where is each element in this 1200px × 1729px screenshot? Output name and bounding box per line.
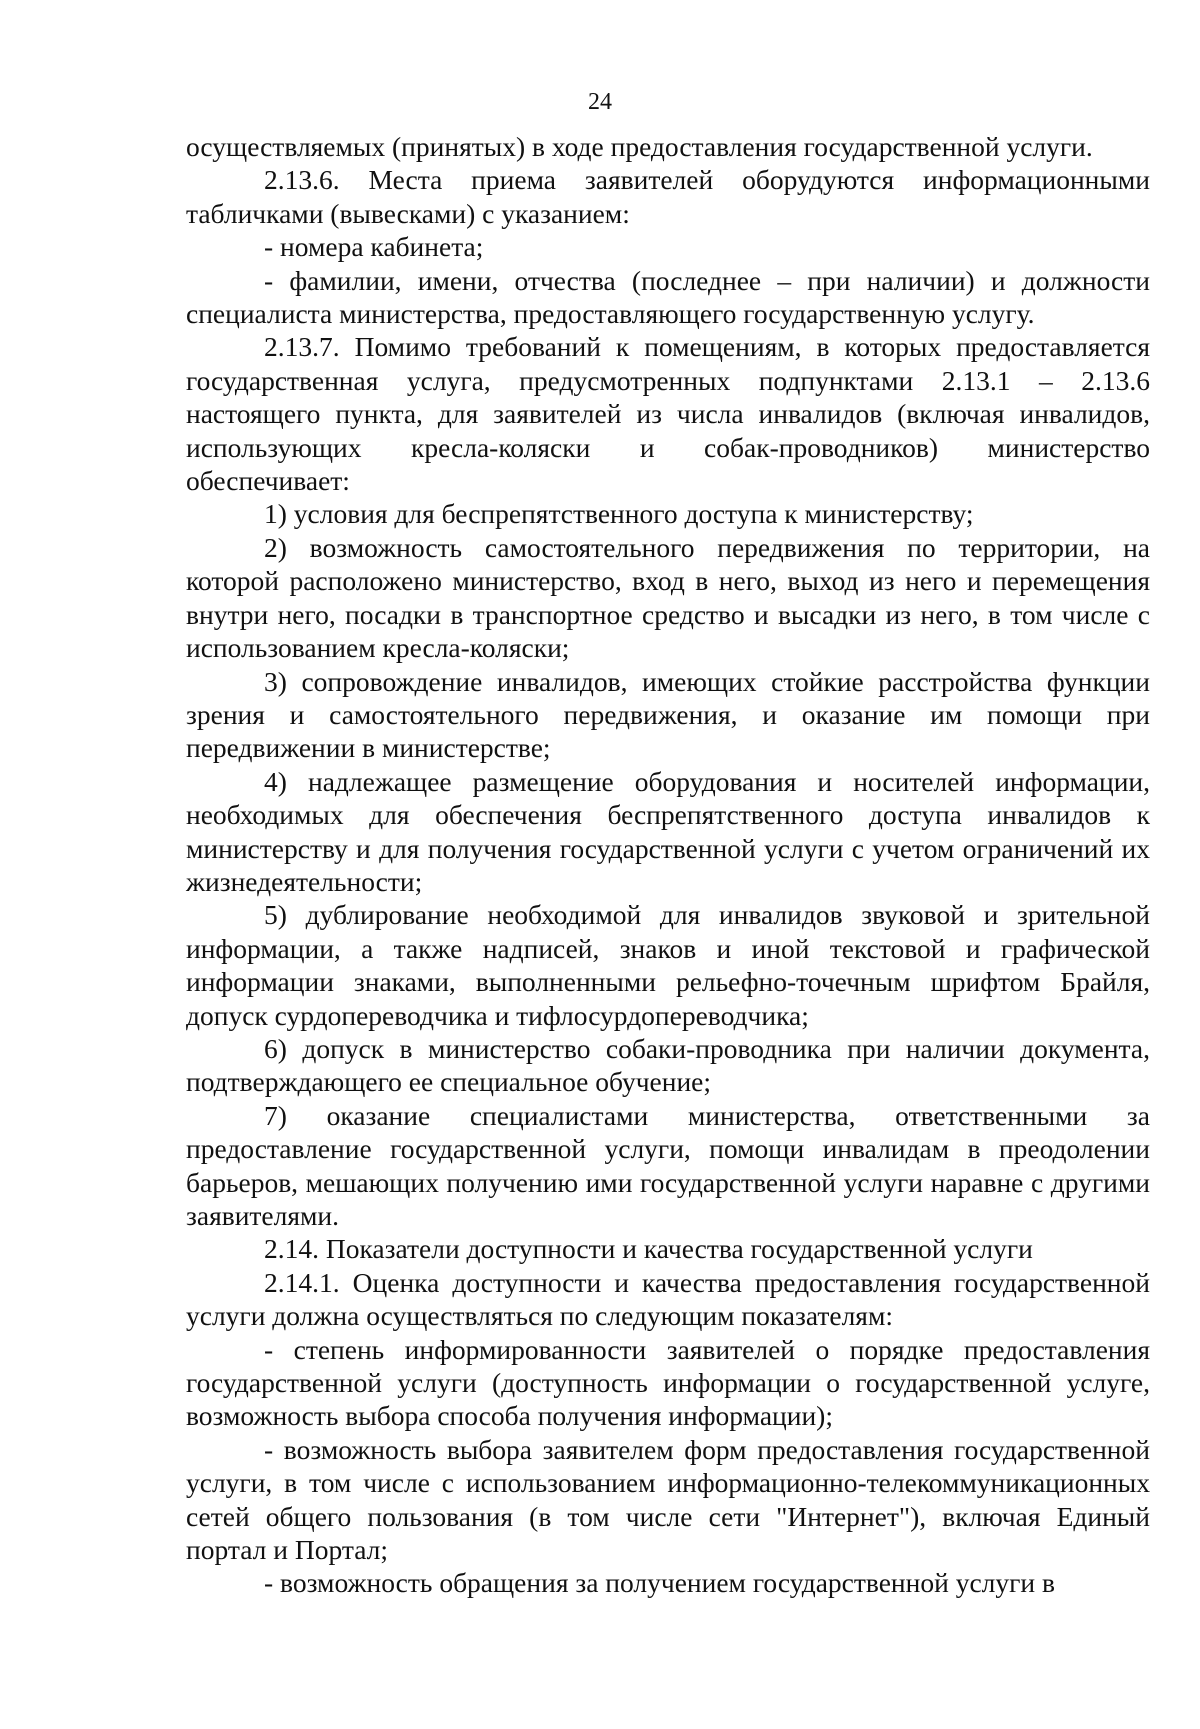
- list-item-informedness: - степень информированности заявителей о порядке предоставления государственной услуги (доступность информации о государственной услуге, возможность выбора способа получения информации);: [186, 1333, 1150, 1432]
- list-item-2: 2) возможность самостоятельного передвижения по территории, на которой расположено министерство, вход в него, выход из него и перемещения внутри него, посадки в транспортное средство и высадки из него, в том числе с использованием кресла-коляски;: [186, 531, 1150, 664]
- section-heading-2-14: 2.14. Показатели доступности и качества государственной услуги: [264, 1233, 1033, 1265]
- list-item-specialist-name: - фамилии, имени, отчества (последнее – при наличии) и должности специалиста министерства, предоставляющего государственную услугу.: [186, 264, 1150, 330]
- paragraph-2-13-7: 2.13.7. Помимо требований к помещениям, в которых предоставляется государственная услуга, предусмотренных подпунктами 2.13.1 – 2.13.6 настоящего пункта, для заявителей из числа инвалидов (включая инвалидов, использующих кресла-коляски и собак-проводников) министерство обеспечивает:: [186, 331, 1150, 497]
- list-item-form-choice: - возможность выбора заявителем форм предоставления государственной услуги, в том числе с использованием информационно-телекоммуникационных сетей общего пользования (в том числе сети "Интернет"), включая Единый портал и Портал;: [186, 1433, 1150, 1566]
- paragraph-continuation: осуществляемых (принятых) в ходе предоставления государственной услуги.: [186, 131, 1093, 162]
- list-item-room-number: - номера кабинета;: [264, 231, 484, 263]
- list-item-3: 3) сопровождение инвалидов, имеющих стойкие расстройства функции зрения и самостоятельного передвижения, и оказание им помощи при передвижении в министерстве;: [186, 665, 1150, 764]
- list-item-application-possibility: - возможность обращения за получением государственной услуги в: [264, 1567, 1055, 1599]
- list-item-6: 6) допуск в министерство собаки-проводника при наличии документа, подтверждающего ее специальное обучение;: [186, 1032, 1150, 1098]
- list-item-1: 1) условия для беспрепятственного доступа к министерству;: [264, 498, 974, 530]
- list-item-4: 4) надлежащее размещение оборудования и носителей информации, необходимых для обеспечения беспрепятственного доступа инвалидов к министерству и для получения государственной услуги с учетом ограничений их жизнедеятельности;: [186, 765, 1150, 897]
- list-item-7: 7) оказание специалистами министерства, ответственными за предоставление государственной услуги, помощи инвалидам в преодолении барьеров, мешающих получению ими государственной услуги наравне с другими заявителями.: [186, 1099, 1150, 1231]
- page-number: 24: [588, 89, 612, 115]
- document-body: [186, 130, 1150, 1600]
- paragraph-2-14-1: 2.14.1. Оценка доступности и качества предоставления государственной услуги должна осуществляться по следующим показателям:: [186, 1266, 1150, 1332]
- paragraph-2-13-6: 2.13.6. Места приема заявителей оборудуются информационными табличками (вывесками) с указанием:: [186, 164, 1150, 229]
- list-item-5: 5) дублирование необходимой для инвалидов звуковой и зрительной информации, а также надписей, знаков и иной текстовой и графической информации знаками, выполненными рельефно-точечным шрифтом Брайля, допуск сурдопереводчика и тифлосурдопереводчика;: [186, 899, 1150, 1031]
